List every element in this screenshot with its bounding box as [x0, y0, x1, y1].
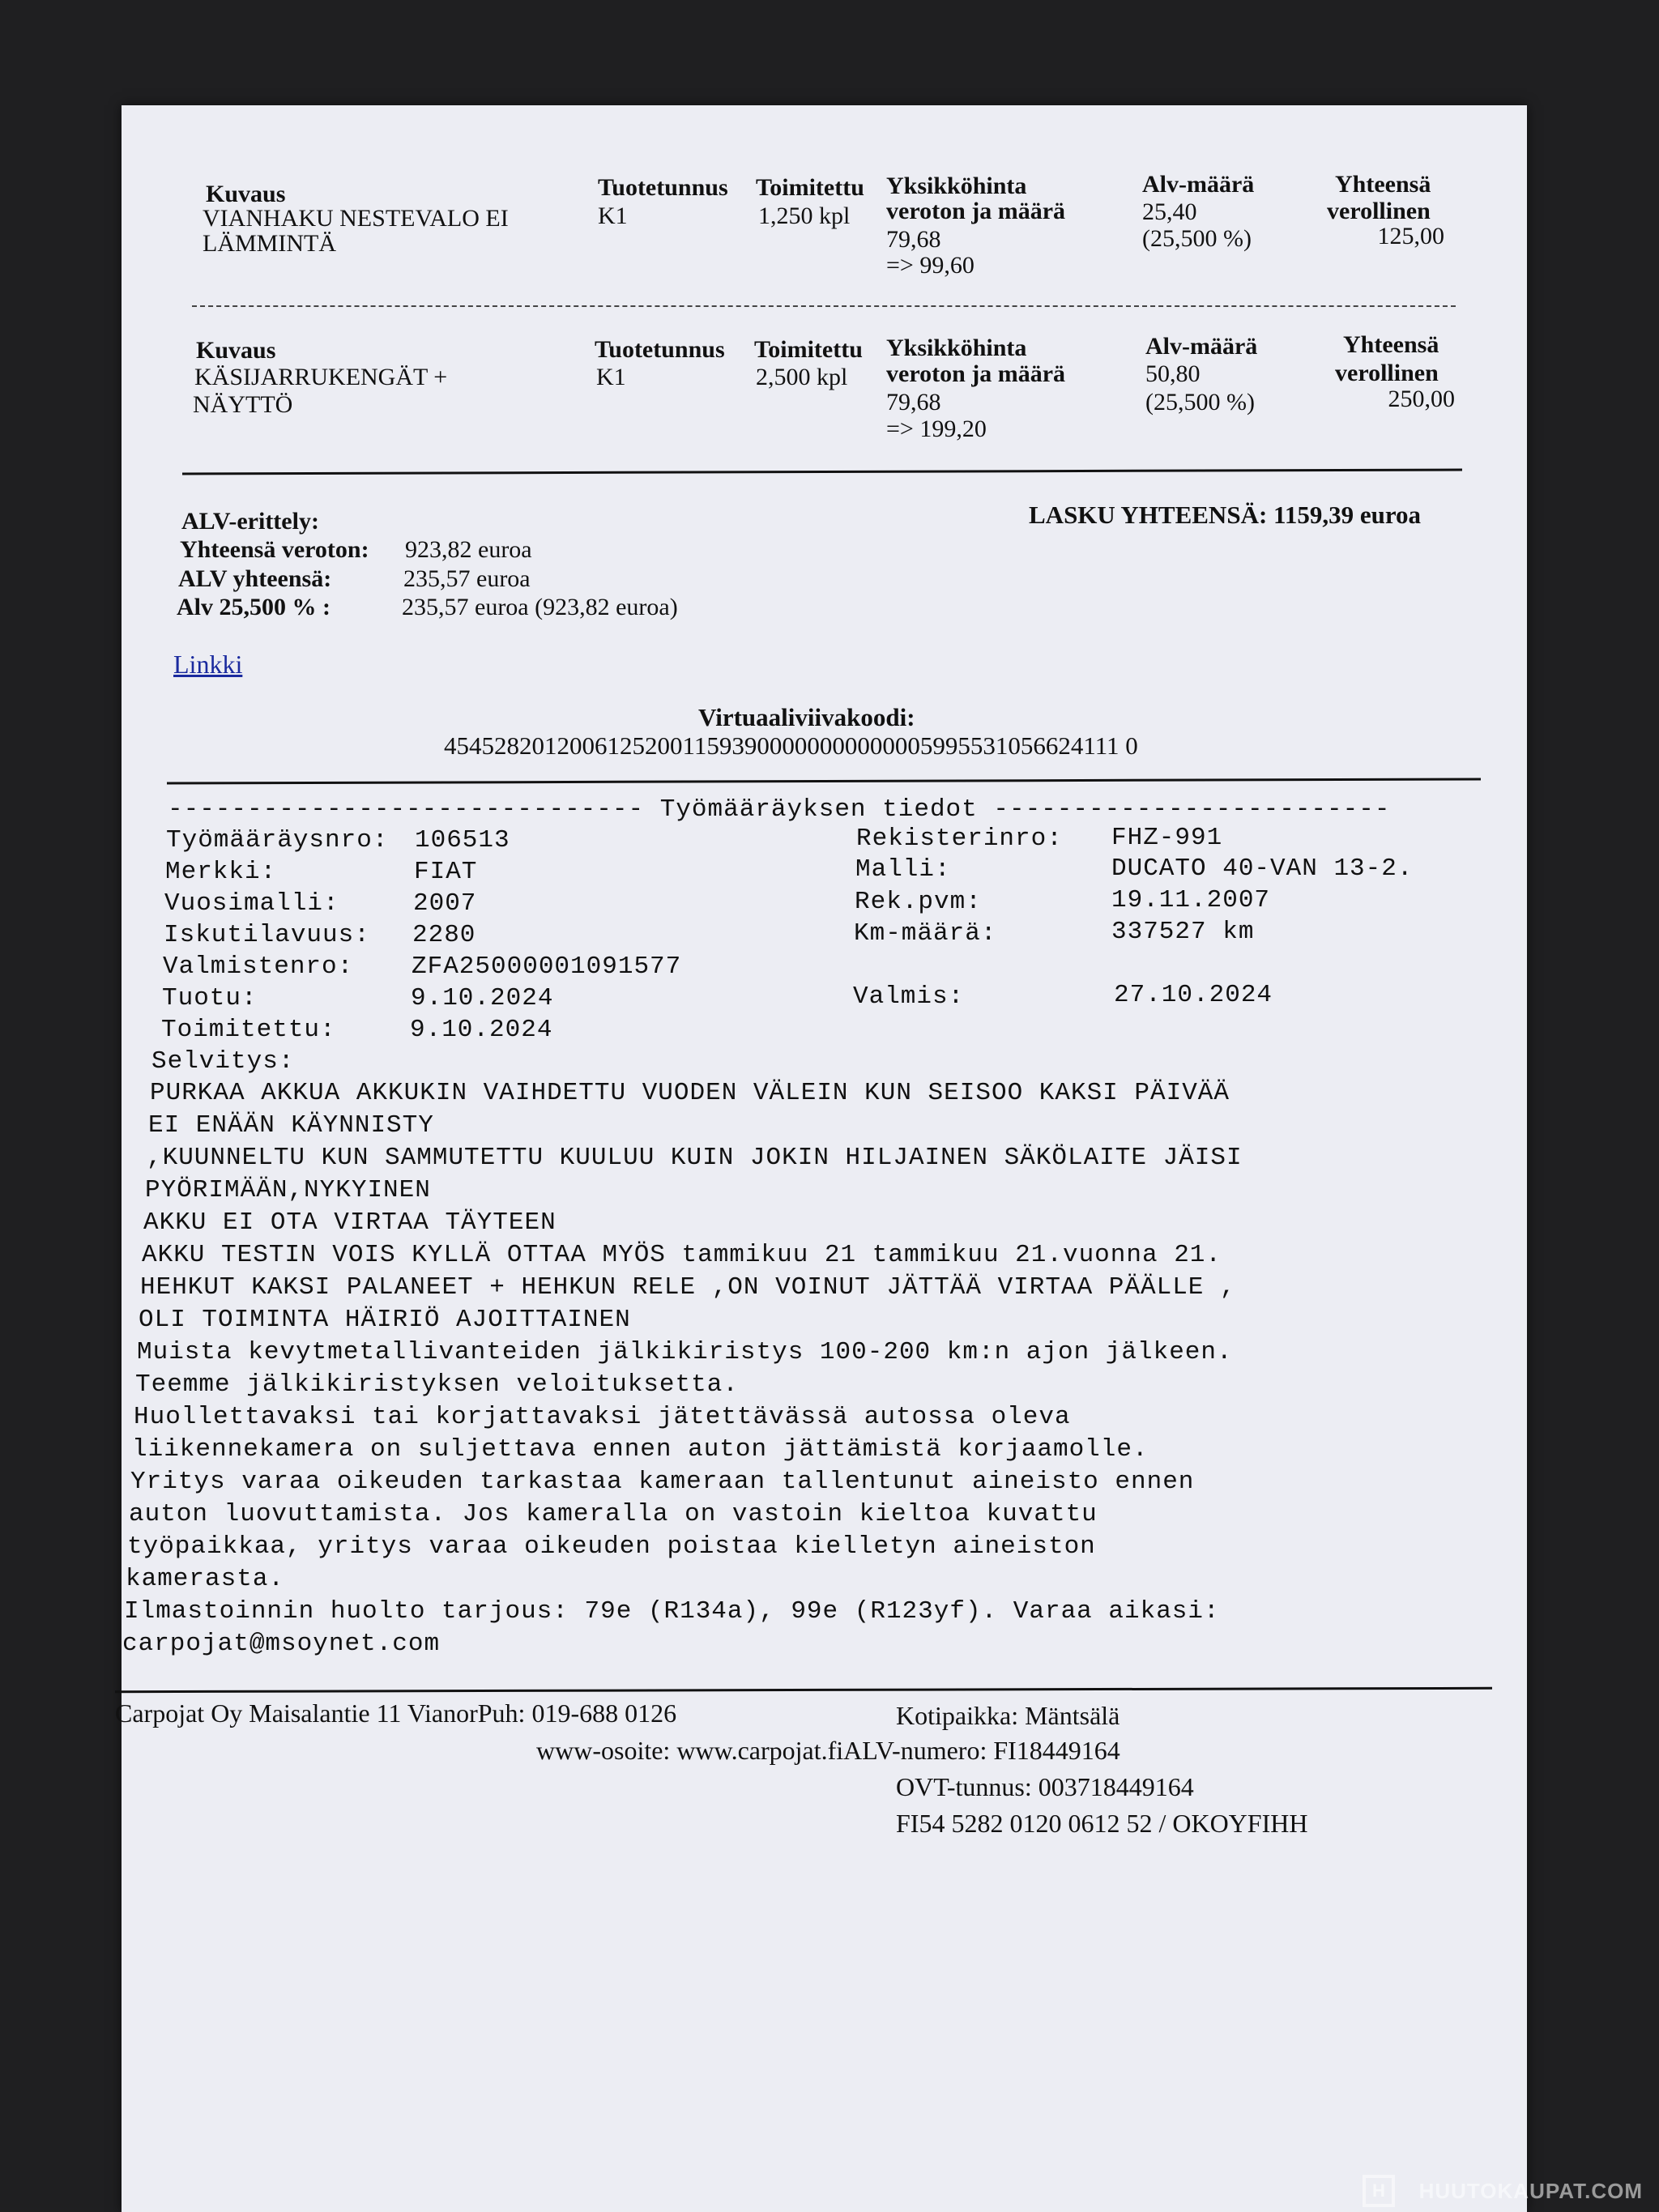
registration-label: Rekisterinro: [856, 825, 1063, 853]
item-vat-rate: (25,500 %) [1142, 225, 1252, 252]
item-description-cont: NÄYTTÖ [193, 391, 293, 418]
note-line: carpojat@msoynet.com [122, 1630, 441, 1658]
header-product-code: Tuotetunnus [595, 336, 725, 363]
explanation-label: Selvitys: [151, 1047, 295, 1076]
header-gross: verollinen [1327, 198, 1431, 224]
item-description-cont: LÄMMINTÄ [203, 230, 336, 257]
note-line: Yritys varaa oikeuden tarkastaa kameraan tallentunut aineisto ennen [130, 1468, 1195, 1496]
note-line: AKKU EI OTA VIRTAA TÄYTEEN [143, 1208, 557, 1237]
company-address-phone: Carpojat Oy Maisalantie 11 VianorPuh: 019-688 0126 [115, 1698, 677, 1728]
model-value: DUCATO 40-VAN 13-2. [1111, 855, 1414, 883]
ovt-code: OVT-tunnus: 003718449164 [896, 1772, 1194, 1801]
item-product-code: K1 [596, 364, 626, 390]
watermark-logo-icon: H [1363, 2175, 1395, 2207]
displacement-label: Iskutilavuus: [164, 921, 370, 949]
header-product-code: Tuotetunnus [598, 174, 728, 201]
invoice-link[interactable]: Linkki [173, 650, 243, 679]
note-line: Ilmastoinnin huolto tarjous: 79e (R134a), 99e (R123yf). Varaa aikasi: [124, 1597, 1220, 1626]
note-line: PURKAA AKKUA AKKUKIN VAIHDETTU VUODEN VÄLEIN KUN SEISOO KAKSI PÄIVÄÄ [150, 1079, 1230, 1107]
note-line: Muista kevytmetallivanteiden jälkikiristys 100-200 km:n ajon jälkeen. [137, 1338, 1233, 1366]
item-quantity: 1,250 kpl [758, 202, 851, 229]
vin: ZFA25000001091577 [412, 953, 682, 981]
registration-date-label: Rek.pvm: [855, 888, 982, 916]
watermark: HUUTOKAUPAT.COM [1418, 2179, 1643, 2203]
item-quantity: 2,500 kpl [756, 364, 848, 390]
header-total: Yhteensä [1343, 331, 1439, 358]
registration-date: 19.11.2007 [1111, 886, 1271, 914]
item-vat-amount: 50,80 [1145, 360, 1201, 387]
website-vat-number: www-osoite: www.carpojat.fiALV-numero: FI18449164 [536, 1736, 1120, 1765]
item-total: 125,00 [1377, 223, 1444, 249]
header-gross: verollinen [1335, 360, 1439, 386]
note-line: auton luovuttamista. Jos kameralla on vastoin kieltoa kuvattu [129, 1500, 1098, 1528]
header-description: Kuvaus [206, 181, 286, 207]
item-separator [192, 305, 1456, 307]
item-description: KÄSIJARRUKENGÄT + [194, 364, 448, 390]
note-line: PYÖRIMÄÄN,NYKYINEN [145, 1176, 431, 1204]
brought-in-label: Tuotu: [162, 984, 258, 1012]
header-total: Yhteensä [1335, 171, 1431, 198]
item-description: VIANHAKU NESTEVALO EI [203, 205, 509, 232]
header-vat-amount: Alv-määrä [1145, 333, 1258, 360]
barcode-label: Virtuaaliviivakoodi: [698, 703, 915, 731]
vat-rate-label: Alv 25,500 % : [177, 594, 331, 620]
footer-rule [115, 1687, 1492, 1693]
invoice-total: LASKU YHTEENSÄ: 1159,39 euroa [1029, 501, 1422, 529]
vin-label: Valmistenro: [163, 953, 354, 981]
registration-number: FHZ-991 [1111, 824, 1223, 852]
model-year-label: Vuosimalli: [164, 889, 339, 918]
note-line: Huollettavaksi tai korjattavaksi jätettävässä autossa oleva [134, 1403, 1071, 1431]
note-line: HEHKUT KAKSI PALANEET + HEHKUN RELE ,ON VOINUT JÄTTÄÄ VIRTAA PÄÄLLE , [140, 1273, 1236, 1302]
item-unit-price: 79,68 [886, 226, 941, 253]
header-unit-price: Yksikköhinta [886, 173, 1027, 199]
model-year: 2007 [413, 889, 477, 918]
note-line: työpaikkaa, yritys varaa oikeuden poistaa kielletyn aineiston [127, 1532, 1096, 1561]
order-number: 106513 [415, 826, 510, 855]
net-total-label: Yhteensä veroton: [180, 536, 369, 563]
domicile: Kotipaikka: Mäntsälä [896, 1701, 1120, 1730]
note-line: ,KUUNNELTU KUN SAMMUTETTU KUULUU KUIN JOKIN HILJAINEN SÄKÖLAITE JÄISI [147, 1144, 1243, 1172]
header-delivered: Toimitettu [756, 174, 864, 201]
make-label: Merkki: [165, 858, 277, 886]
delivered-label: Toimitettu: [161, 1016, 336, 1044]
note-line: OLI TOIMINTA HÄIRIÖ AJOITTAINEN [139, 1306, 631, 1334]
header-unit-price: Yksikköhinta [886, 335, 1027, 361]
displacement: 2280 [412, 921, 476, 949]
item-unit-price: 79,68 [886, 389, 941, 416]
ready-date: 27.10.2024 [1114, 981, 1273, 1009]
delivered-date: 9.10.2024 [410, 1016, 553, 1044]
header-net-amount: veroton ja määrä [886, 360, 1066, 387]
order-number-label: Työmääräysnro: [166, 826, 389, 855]
header-delivered: Toimitettu [754, 336, 863, 363]
item-total: 250,00 [1388, 386, 1455, 412]
note-line: Teemme jälkikiristyksen veloituksetta. [135, 1370, 739, 1399]
vat-rate-value: 235,57 euroa (923,82 euroa) [402, 594, 678, 620]
vat-title: ALV-erittely: [181, 508, 319, 535]
model-label: Malli: [855, 855, 951, 884]
header-vat-amount: Alv-määrä [1142, 171, 1255, 198]
make-value: FIAT [414, 858, 478, 886]
vat-total-label: ALV yhteensä: [178, 565, 332, 592]
invoice-paper [115, 105, 1527, 2212]
iban-bic: FI54 5282 0120 0612 52 / OKOYFIHH [896, 1809, 1308, 1838]
barcode-rule [167, 778, 1481, 784]
note-line: liikennekamera on suljettava ennen auton jättämistä korjaamolle. [132, 1435, 1149, 1464]
item-product-code: K1 [598, 202, 628, 229]
mileage-label: Km-määrä: [854, 919, 997, 948]
mileage: 337527 km [1111, 918, 1255, 946]
header-net-amount: veroton ja määrä [886, 198, 1066, 224]
item-vat-rate: (25,500 %) [1145, 389, 1255, 416]
work-order-title: ------------------------------ Työmääräyksen tiedot ------------------------- [168, 795, 1391, 824]
ready-label: Valmis: [853, 982, 965, 1011]
item-vat-amount: 25,40 [1142, 198, 1197, 225]
note-line: kamerasta. [126, 1565, 285, 1593]
barcode-number: 454528201200612520011593900000000000005995531056624111 0 [444, 731, 1138, 760]
header-description: Kuvaus [196, 337, 276, 364]
vat-total-value: 235,57 euroa [403, 565, 531, 592]
note-line: EI ENÄÄN KÄYNNISTY [148, 1111, 434, 1140]
net-total-value: 923,82 euroa [405, 536, 532, 563]
note-line: AKKU TESTIN VOIS KYLLÄ OTTAA MYÖS tammikuu 21 tammikuu 21.vuonna 21. [142, 1241, 1222, 1269]
brought-in-date: 9.10.2024 [411, 984, 554, 1012]
item-net-sum: => 199,20 [886, 416, 987, 442]
items-end-rule [182, 469, 1462, 475]
item-net-sum: => 99,60 [886, 252, 975, 279]
